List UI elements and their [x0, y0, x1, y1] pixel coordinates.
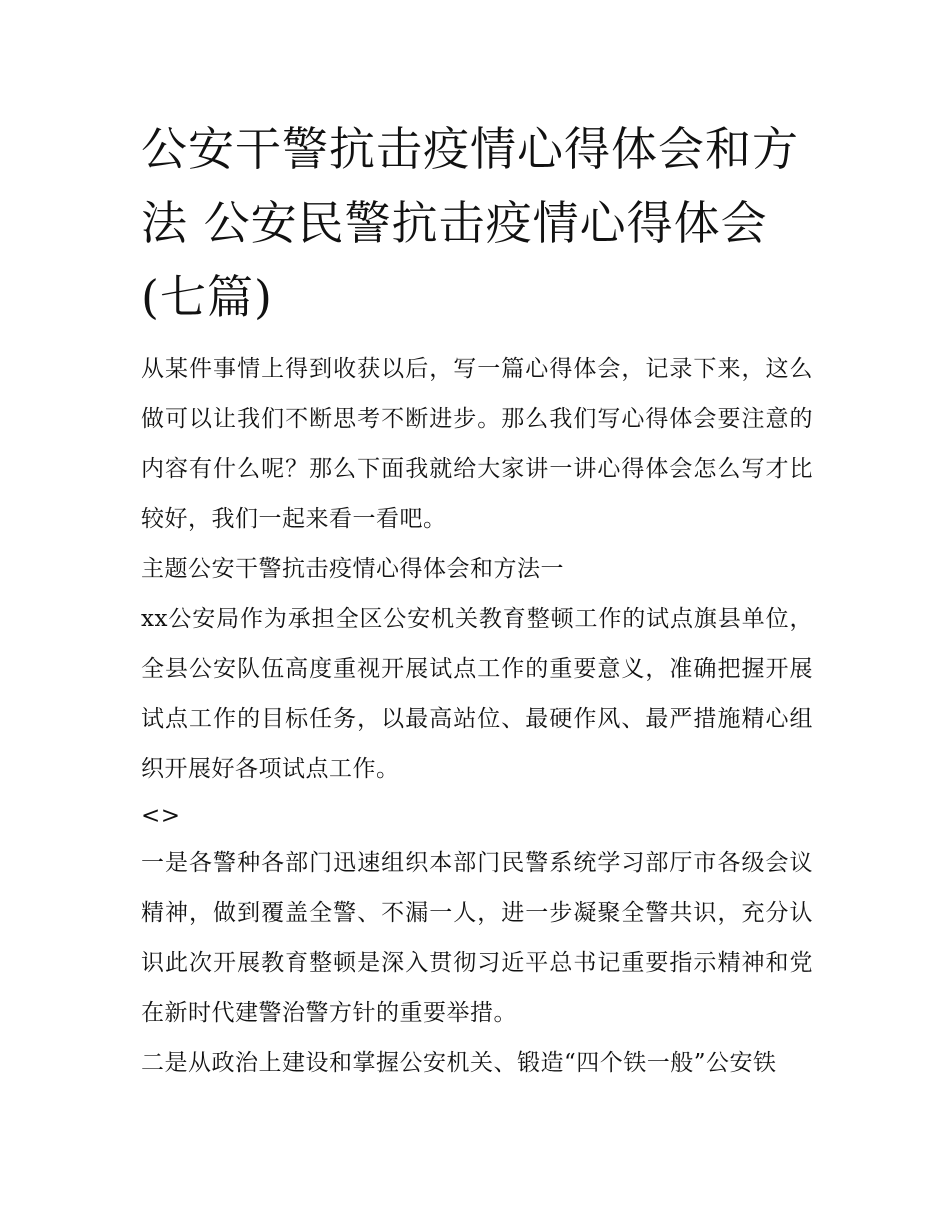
- paragraph-intro: 从某件事情上得到收获以后，写一篇心得体会，记录下来，这么做可以让我们不断思考不断进步。那么我们写心得体会要注意的内容有什么呢？那么下面我就给大家讲一讲心得体会怎么写才比较好，我们一起来看一看吧。: [141, 356, 813, 532]
- paragraph-placeholder: <>: [141, 803, 181, 829]
- paragraph-pilot-work: xx公安局作为承担全区公安机关教育整顿工作的试点旗县单位，全县公安队伍高度重视开展试点工作的重要意义，准确把握开展试点工作的目标任务，以最高站位、最硬作风、最严措施精心组织开展好各项试点工作。: [141, 606, 813, 782]
- paragraph-section-heading: 主题公安干警抗击疫情心得体会和方法一: [141, 556, 564, 582]
- document-title: 公安干警抗击疫情心得体会和方法 公安民警抗击疫情心得体会(七篇): [141, 122, 799, 324]
- paragraph-point-two: 二是从政治上建设和掌握公安机关、锻造“四个铁一般”公安铁: [141, 1050, 777, 1076]
- paragraph-point-one: 一是各警种各部门迅速组织本部门民警系统学习部厅市各级会议精神，做到覆盖全警、不漏一人，进一步凝聚全警共识，充分认识此次开展教育整顿是深入贯彻习近平总书记重要指示精神和党在新时代建警治警方针的重要举措。: [141, 850, 813, 1026]
- document-page: [141, 112, 813, 1088]
